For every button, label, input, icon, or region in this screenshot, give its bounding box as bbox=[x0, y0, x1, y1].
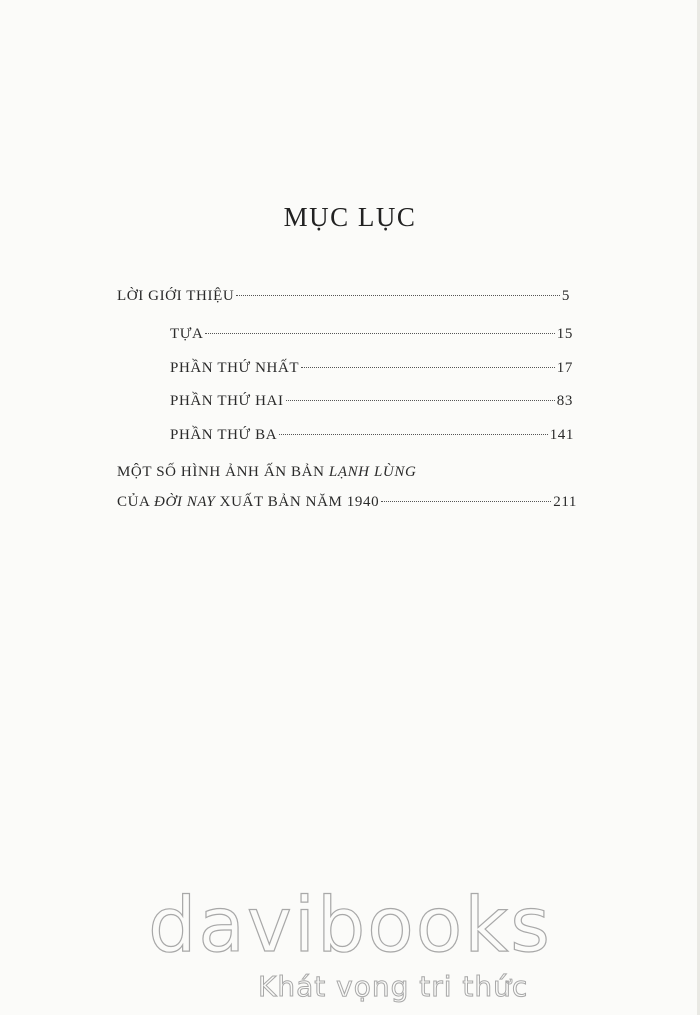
toc-entry-part-three bbox=[170, 427, 574, 447]
toc-entry-label: LỜI GIỚI THIỆU bbox=[117, 288, 235, 304]
book-title-italic: LẠNH LÙNG bbox=[328, 464, 417, 480]
toc-entry-page: 17 bbox=[556, 360, 573, 376]
toc-entry-label: TỰA bbox=[170, 326, 204, 342]
toc-entry-page: 141 bbox=[549, 427, 574, 443]
toc-entry-page: 83 bbox=[556, 393, 573, 409]
dot-leader bbox=[286, 400, 555, 401]
toc-entry-label-prefix: MỘT SỐ HÌNH ẢNH ẤN BẢN bbox=[117, 464, 325, 480]
toc-entry-preface bbox=[170, 326, 573, 346]
dot-leader bbox=[381, 501, 551, 502]
dot-leader bbox=[301, 367, 555, 368]
watermark-tagline: Khát vọng tri thức bbox=[258, 970, 529, 1003]
toc-entry-label bbox=[117, 494, 379, 511]
toc-entry-page: 15 bbox=[556, 326, 573, 342]
publisher-italic: ĐỜI NAY bbox=[154, 494, 216, 510]
toc-entry-label: PHẦN THỨ HAI bbox=[170, 393, 284, 409]
toc-entry-page: 5 bbox=[561, 288, 570, 304]
toc-entry-label-suffix: XUẤT BẢN NĂM 1940 bbox=[219, 494, 380, 510]
toc-entry-page: 211 bbox=[553, 494, 577, 510]
toc-entry-part-one bbox=[170, 360, 573, 380]
toc-entry-images-line1 bbox=[117, 464, 577, 484]
toc-entry-label-prefix: CỦA bbox=[117, 494, 150, 510]
dot-leader bbox=[205, 333, 554, 334]
toc-entry-label bbox=[117, 464, 416, 481]
toc-entry-part-two bbox=[170, 393, 573, 413]
toc-entry-images-line2 bbox=[117, 494, 577, 514]
toc-entry-label: PHẦN THỨ BA bbox=[170, 427, 278, 443]
toc-entry-label: PHẦN THỨ NHẤT bbox=[170, 360, 300, 376]
dot-leader bbox=[279, 434, 548, 435]
page-title: MỤC LỤC bbox=[283, 202, 417, 232]
dot-leader bbox=[236, 295, 560, 296]
watermark-brand: davibooks bbox=[148, 880, 552, 969]
toc-entry-intro bbox=[117, 288, 570, 308]
